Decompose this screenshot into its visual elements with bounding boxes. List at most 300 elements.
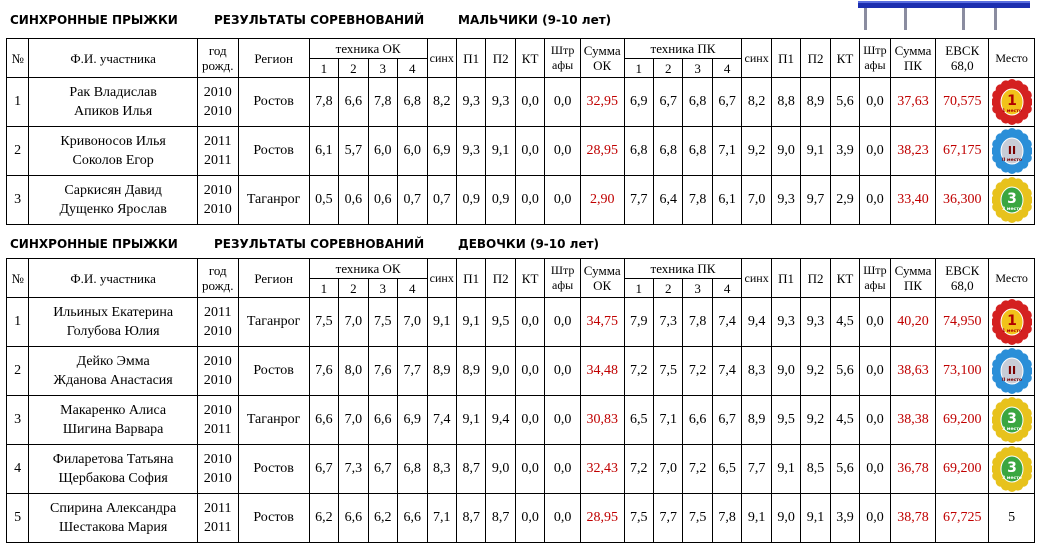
col-year-header [197, 259, 238, 298]
participants-names [29, 347, 198, 396]
region: Таганрог [238, 298, 309, 347]
pk-technique-score: 7,8 [683, 176, 712, 225]
pk-technique-score: 6,8 [654, 127, 683, 176]
birth-years [197, 396, 238, 445]
ok-technique-score: 6,0 [398, 127, 427, 176]
region: Ростов [238, 127, 309, 176]
pk-technique-score: 6,8 [683, 78, 712, 127]
sum-ok: 2,90 [580, 176, 624, 225]
ok-technique-score: 7,0 [398, 298, 427, 347]
sum-ok: 30,83 [580, 396, 624, 445]
pk-fines: 0,0 [860, 176, 890, 225]
pk-technique-score: 6,1 [712, 176, 741, 225]
pk-p1: 9,0 [771, 347, 800, 396]
pk-p2: 8,9 [801, 78, 830, 127]
place-medal [989, 445, 1035, 494]
participant-name-line2: Жданова Анастасия [53, 373, 173, 388]
evsk-total: 74,950 [936, 298, 989, 347]
sum-pk: 37,63 [890, 78, 936, 127]
col-tech-ok-header: техника ОК [309, 39, 427, 59]
region: Таганрог [238, 176, 309, 225]
ok-technique-score: 0,7 [398, 176, 427, 225]
svg-text:1: 1 [1006, 93, 1017, 109]
col-ok-t4-header: 4 [398, 59, 427, 78]
col-num-header: № [7, 259, 29, 298]
evsk-total: 69,200 [936, 396, 989, 445]
pk-technique-score: 6,7 [654, 78, 683, 127]
ok-fines: 0,0 [545, 396, 581, 445]
participant-name-line2: Шестакова Мария [59, 520, 168, 535]
pk-sync: 9,4 [742, 298, 771, 347]
medal-place-1-icon [992, 79, 1032, 125]
participant-name-line1: Спирина Александра [50, 501, 177, 516]
pk-kt: 4,5 [830, 396, 859, 445]
pk-kt: 3,9 [830, 127, 859, 176]
col-region-header: Регион [238, 259, 309, 298]
col-pk-p2-header: П2 [801, 259, 830, 298]
col-pk-t3-header: 3 [683, 59, 712, 78]
participants-names [29, 494, 198, 543]
participant-name-line1: Кривоносов Илья [60, 134, 166, 149]
ok-p1: 8,9 [456, 347, 485, 396]
pk-p1: 9,3 [771, 298, 800, 347]
pk-technique-score: 6,5 [624, 396, 653, 445]
ok-technique-score: 6,6 [368, 396, 397, 445]
col-pk-t2-header: 2 [654, 279, 683, 298]
ok-kt: 0,0 [515, 127, 544, 176]
evsk-total: 67,175 [936, 127, 989, 176]
pk-technique-score: 7,5 [683, 494, 712, 543]
place-text: 5 [989, 494, 1035, 543]
ok-technique-score: 0,6 [339, 176, 368, 225]
pk-p1: 9,5 [771, 396, 800, 445]
col-tech-pk-header: техника ПК [624, 259, 742, 279]
pk-fines: 0,0 [860, 347, 890, 396]
pk-sync: 9,2 [742, 127, 771, 176]
medal-place-1-icon [992, 299, 1032, 345]
ok-p1: 9,1 [456, 298, 485, 347]
pk-technique-score: 7,8 [683, 298, 712, 347]
medal-label: 1 место [1001, 109, 1022, 114]
region: Ростов [238, 445, 309, 494]
pk-technique-score: 6,5 [712, 445, 741, 494]
medal-label: II место [1001, 378, 1022, 383]
birth-years [197, 176, 238, 225]
medal-label: 1 место [1001, 329, 1022, 334]
ok-p2: 9,5 [486, 298, 515, 347]
col-sum-ok-header-line2: ОК [593, 278, 612, 293]
ok-p2: 9,4 [486, 396, 515, 445]
participants-names [29, 127, 198, 176]
ok-fines: 0,0 [545, 127, 581, 176]
ok-sync: 0,7 [427, 176, 456, 225]
col-name-header: Ф.И. участника [29, 39, 198, 78]
ok-technique-score: 7,8 [309, 78, 338, 127]
pk-sync: 7,7 [742, 445, 771, 494]
col-sum-ok-header-line1: Сумма [583, 43, 621, 58]
col-sum-ok-header [580, 39, 624, 78]
row-number: 3 [7, 396, 29, 445]
girls-results-table [6, 258, 1035, 543]
ok-technique-score: 7,0 [339, 396, 368, 445]
col-evsk-header-line2: 68,0 [950, 278, 974, 293]
boys-title-left: СИНХРОННЫЕ ПРЫЖКИ [10, 13, 178, 27]
col-fines-header [545, 259, 581, 298]
col-pk-fines-header [860, 259, 890, 298]
svg-text:3: 3 [1006, 191, 1017, 207]
row-number: 1 [7, 298, 29, 347]
ok-technique-score: 6,6 [339, 494, 368, 543]
pk-kt: 4,5 [830, 298, 859, 347]
ok-technique-score: 6,7 [309, 445, 338, 494]
ok-sync: 7,1 [427, 494, 456, 543]
col-pk-kt-header: КТ [830, 259, 859, 298]
ok-p2: 8,7 [486, 494, 515, 543]
pk-technique-score: 7,3 [654, 298, 683, 347]
col-region-header: Регион [238, 39, 309, 78]
pk-fines: 0,0 [860, 298, 890, 347]
col-ok-t3-header: 3 [368, 59, 397, 78]
header-row-1 [7, 259, 1035, 279]
pk-technique-score: 7,2 [683, 347, 712, 396]
ok-technique-score: 7,8 [368, 78, 397, 127]
place-medal [989, 298, 1035, 347]
pk-technique-score: 7,9 [624, 298, 653, 347]
evsk-total: 36,300 [936, 176, 989, 225]
birth-year-line2: 2010 [203, 471, 232, 486]
pk-kt: 5,6 [830, 78, 859, 127]
ok-technique-score: 0,5 [309, 176, 338, 225]
pk-p2: 8,5 [801, 445, 830, 494]
col-year-header-line2: рожд. [202, 58, 234, 73]
col-sync-header: синх [427, 39, 456, 78]
col-sum-pk-header [890, 259, 936, 298]
pk-technique-score: 6,7 [712, 78, 741, 127]
ok-p2: 0,9 [486, 176, 515, 225]
place-medal [989, 176, 1035, 225]
ok-technique-score: 6,6 [339, 78, 368, 127]
place-medal [989, 127, 1035, 176]
pk-technique-score: 7,5 [624, 494, 653, 543]
pk-p1: 9,3 [771, 176, 800, 225]
ok-fines: 0,0 [545, 298, 581, 347]
pk-technique-score: 7,7 [624, 176, 653, 225]
ok-fines: 0,0 [545, 494, 581, 543]
ok-fines: 0,0 [545, 176, 581, 225]
birth-year-line2: 2011 [204, 520, 232, 535]
ok-technique-score: 6,9 [398, 396, 427, 445]
birth-year-line1: 2010 [203, 183, 232, 198]
ok-sync: 8,3 [427, 445, 456, 494]
birth-year-line2: 2011 [204, 153, 232, 168]
sum-ok: 32,95 [580, 78, 624, 127]
ok-technique-score: 7,6 [309, 347, 338, 396]
col-sum-pk-header-line2: ПК [903, 58, 923, 73]
pk-p2: 9,2 [801, 347, 830, 396]
pk-fines: 0,0 [860, 396, 890, 445]
col-fines-header-line2: афы [552, 278, 574, 292]
col-evsk-header-line2: 68,0 [950, 58, 974, 73]
col-pk-t2-header: 2 [654, 59, 683, 78]
sum-ok: 28,95 [580, 127, 624, 176]
pk-kt: 5,6 [830, 347, 859, 396]
participants-names [29, 176, 198, 225]
col-pk-sync-header: синх [742, 259, 771, 298]
pk-sync: 9,1 [742, 494, 771, 543]
table-row [7, 445, 1035, 494]
boys-results-table [6, 38, 1035, 225]
birth-years [197, 127, 238, 176]
pk-technique-score: 7,8 [712, 494, 741, 543]
ok-kt: 0,0 [515, 176, 544, 225]
ok-fines: 0,0 [545, 445, 581, 494]
ok-p1: 8,7 [456, 445, 485, 494]
birth-years [197, 347, 238, 396]
birth-year-line2: 2010 [203, 104, 232, 119]
svg-text:II: II [1007, 144, 1016, 157]
row-number: 1 [7, 78, 29, 127]
sum-pk: 36,78 [890, 445, 936, 494]
col-name-header: Ф.И. участника [29, 259, 198, 298]
ok-technique-score: 7,0 [339, 298, 368, 347]
col-evsk-header-line1: ЕВСК [945, 263, 980, 278]
birth-year-line2: 2011 [204, 422, 232, 437]
col-num-header: № [7, 39, 29, 78]
girls-title-right: ДЕВОЧКИ (9-10 лет) [458, 237, 600, 251]
ok-kt: 0,0 [515, 494, 544, 543]
row-number: 4 [7, 445, 29, 494]
participant-name-line2: Щербакова София [58, 471, 168, 486]
region: Ростов [238, 347, 309, 396]
pk-kt: 5,6 [830, 445, 859, 494]
col-pk-fines-header [860, 39, 890, 78]
col-p1-header: П1 [456, 39, 485, 78]
sum-pk: 38,63 [890, 347, 936, 396]
ok-p2: 9,0 [486, 347, 515, 396]
pk-sync: 8,9 [742, 396, 771, 445]
pk-technique-score: 6,6 [683, 396, 712, 445]
girls-title-left: СИНХРОННЫЕ ПРЫЖКИ [10, 237, 178, 251]
boys-section-title [0, 4, 1049, 34]
girls-section-title [0, 228, 1049, 258]
ok-technique-score: 6,0 [368, 127, 397, 176]
ok-fines: 0,0 [545, 347, 581, 396]
birth-year-line1: 2011 [204, 305, 232, 320]
ok-technique-score: 6,6 [309, 396, 338, 445]
participant-name-line1: Рак Владислав [69, 85, 157, 100]
ok-p1: 8,7 [456, 494, 485, 543]
pk-technique-score: 7,4 [712, 347, 741, 396]
header-row-1 [7, 39, 1035, 59]
ok-technique-score: 5,7 [339, 127, 368, 176]
col-sum-pk-header-line1: Сумма [894, 43, 932, 58]
pk-fines: 0,0 [860, 445, 890, 494]
row-number: 3 [7, 176, 29, 225]
pk-sync: 7,0 [742, 176, 771, 225]
pk-sync: 8,3 [742, 347, 771, 396]
ok-technique-score: 7,3 [339, 445, 368, 494]
ok-technique-score: 0,6 [368, 176, 397, 225]
col-kt-header: КТ [515, 39, 544, 78]
row-number: 2 [7, 127, 29, 176]
col-tech-ok-header: техника ОК [309, 259, 427, 279]
participant-name-line1: Дейко Эмма [76, 354, 150, 369]
col-ok-t2-header: 2 [339, 279, 368, 298]
pk-technique-score: 6,8 [683, 127, 712, 176]
col-pk-t1-header: 1 [624, 59, 653, 78]
ok-sync: 9,1 [427, 298, 456, 347]
pk-technique-score: 7,2 [624, 347, 653, 396]
col-sum-pk-header-line1: Сумма [894, 263, 932, 278]
table-row [7, 127, 1035, 176]
pk-technique-score: 6,7 [712, 396, 741, 445]
col-pk-kt-header: КТ [830, 39, 859, 78]
col-pk-sync-header: синх [742, 39, 771, 78]
medal-label: II место [1001, 158, 1022, 163]
ok-p2: 9,3 [486, 78, 515, 127]
pk-p1: 8,8 [771, 78, 800, 127]
birth-year-line2: 2010 [203, 373, 232, 388]
sum-pk: 40,20 [890, 298, 936, 347]
ok-technique-score: 6,7 [368, 445, 397, 494]
medal-place-3-icon [992, 177, 1032, 223]
ok-technique-score: 7,5 [309, 298, 338, 347]
svg-text:II: II [1007, 364, 1016, 377]
col-tech-pk-header: техника ПК [624, 39, 742, 59]
place-medal [989, 347, 1035, 396]
participant-name-line1: Ильиных Екатерина [53, 305, 174, 320]
col-evsk-header [936, 259, 989, 298]
pk-technique-score: 7,2 [683, 445, 712, 494]
ok-sync: 8,9 [427, 347, 456, 396]
pk-p2: 9,1 [801, 494, 830, 543]
sum-pk: 33,40 [890, 176, 936, 225]
col-ok-t4-header: 4 [398, 279, 427, 298]
medal-label: 3 место [1001, 427, 1022, 432]
pk-p2: 9,1 [801, 127, 830, 176]
svg-text:3: 3 [1006, 411, 1017, 427]
pk-p1: 9,0 [771, 127, 800, 176]
pk-technique-score: 7,1 [654, 396, 683, 445]
table-row [7, 176, 1035, 225]
col-sync-header: синх [427, 259, 456, 298]
col-evsk-header-line1: ЕВСК [945, 43, 980, 58]
col-sum-ok-header-line2: ОК [593, 58, 612, 73]
col-sum-pk-header [890, 39, 936, 78]
col-pk-fines-header-line2: афы [864, 278, 886, 292]
ok-technique-score: 7,7 [398, 347, 427, 396]
ok-kt: 0,0 [515, 347, 544, 396]
pk-kt: 2,9 [830, 176, 859, 225]
pk-technique-score: 7,2 [624, 445, 653, 494]
participant-name-line2: Голубова Юлия [66, 324, 160, 339]
col-sum-pk-header-line2: ПК [903, 278, 923, 293]
medal-place-3-icon [992, 397, 1032, 443]
birth-year-line1: 2011 [204, 134, 232, 149]
col-fines-header-line1: Штр [550, 263, 575, 277]
col-ok-t2-header: 2 [339, 59, 368, 78]
participants-names [29, 298, 198, 347]
birth-years [197, 298, 238, 347]
sum-ok: 28,95 [580, 494, 624, 543]
col-sum-ok-header-line1: Сумма [583, 263, 621, 278]
col-sum-ok-header [580, 259, 624, 298]
ok-technique-score: 7,5 [368, 298, 397, 347]
place-medal [989, 396, 1035, 445]
ok-technique-score: 7,6 [368, 347, 397, 396]
sum-pk: 38,23 [890, 127, 936, 176]
pk-technique-score: 7,0 [654, 445, 683, 494]
ok-technique-score: 6,6 [398, 494, 427, 543]
participant-name-line1: Филаретова Татьяна [52, 452, 174, 467]
medal-label: 3 место [1001, 207, 1022, 212]
birth-year-line1: 2010 [203, 403, 232, 418]
pk-technique-score: 6,9 [624, 78, 653, 127]
ok-p1: 9,3 [456, 78, 485, 127]
col-evsk-header [936, 39, 989, 78]
col-p2-header: П2 [486, 39, 515, 78]
pk-p2: 9,3 [801, 298, 830, 347]
evsk-total: 67,725 [936, 494, 989, 543]
pk-technique-score: 7,1 [712, 127, 741, 176]
sum-ok: 34,48 [580, 347, 624, 396]
boys-title-mid: РЕЗУЛЬТАТЫ СОРЕВНОВАНИЙ [214, 13, 425, 27]
ok-sync: 7,4 [427, 396, 456, 445]
birth-year-line1: 2010 [203, 354, 232, 369]
col-p2-header: П2 [486, 259, 515, 298]
ok-p2: 9,0 [486, 445, 515, 494]
participant-name-line2: Шигина Варвара [62, 422, 164, 437]
birth-year-line1: 2010 [203, 85, 232, 100]
participant-name-line2: Апиков Илья [74, 104, 153, 119]
ok-p1: 0,9 [456, 176, 485, 225]
ok-technique-score: 6,2 [368, 494, 397, 543]
pk-technique-score: 6,8 [624, 127, 653, 176]
pk-sync: 8,2 [742, 78, 771, 127]
participant-name-line2: Дущенко Ярослав [59, 202, 167, 217]
participant-name-line1: Макаренко Алиса [60, 403, 167, 418]
col-ok-t1-header: 1 [309, 59, 338, 78]
col-kt-header: КТ [515, 259, 544, 298]
pk-p2: 9,2 [801, 396, 830, 445]
col-year-header-line1: год [208, 43, 227, 58]
ok-p1: 9,3 [456, 127, 485, 176]
pk-fines: 0,0 [860, 78, 890, 127]
birth-years [197, 445, 238, 494]
birth-year-line2: 2010 [203, 202, 232, 217]
col-place-header: Место [989, 39, 1035, 78]
col-pk-fines-header-line2: афы [864, 58, 886, 72]
medal-place-2-icon [992, 348, 1032, 394]
medal-place-2-icon [992, 128, 1032, 174]
col-ok-t3-header: 3 [368, 279, 397, 298]
col-pk-t1-header: 1 [624, 279, 653, 298]
pk-technique-score: 7,7 [654, 494, 683, 543]
ok-sync: 8,2 [427, 78, 456, 127]
evsk-total: 73,100 [936, 347, 989, 396]
medal-place-3-icon [992, 446, 1032, 492]
birth-year-line1: 2011 [204, 501, 232, 516]
table-row [7, 347, 1035, 396]
sum-ok: 34,75 [580, 298, 624, 347]
ok-fines: 0,0 [545, 78, 581, 127]
pk-kt: 3,9 [830, 494, 859, 543]
ok-kt: 0,0 [515, 396, 544, 445]
pk-technique-score: 7,5 [654, 347, 683, 396]
col-year-header-line2: рожд. [202, 278, 234, 293]
col-year-header-line1: год [208, 263, 227, 278]
col-fines-header [545, 39, 581, 78]
